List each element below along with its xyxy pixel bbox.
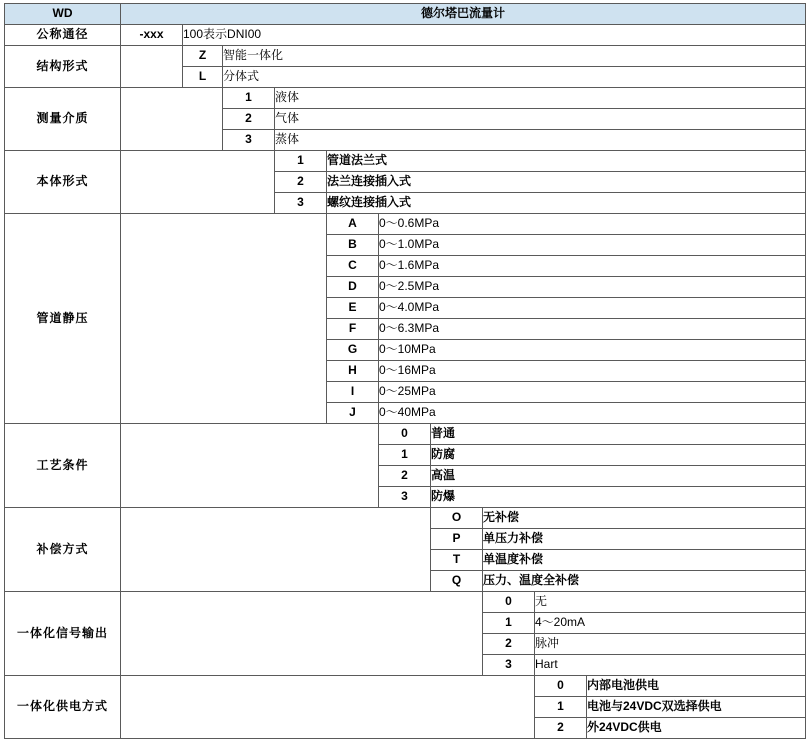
product-title-cell: 德尔塔巴流量计 (121, 4, 806, 25)
row-label-medium: 测量介质 (5, 88, 121, 151)
desc-static-pressure-2: 0～1.6MPa (379, 256, 806, 277)
code-process-condition-3: 3 (379, 487, 431, 508)
row-label-power-supply: 一体化供电方式 (5, 676, 121, 739)
code-power-supply-0: 0 (535, 676, 587, 697)
table-row (5, 676, 806, 697)
desc-medium-1: 气体 (275, 109, 806, 130)
code-body-form-2: 3 (275, 193, 327, 214)
table-header-row (5, 4, 806, 25)
desc-static-pressure-7: 0～16MPa (379, 361, 806, 382)
desc-power-supply-0: 内部电池供电 (587, 676, 806, 697)
code-structure-1: L (183, 67, 223, 88)
code-power-supply-1: 1 (535, 697, 587, 718)
table-row (5, 151, 806, 172)
desc-static-pressure-0: 0～0.6MPa (379, 214, 806, 235)
desc-compensation-0: 无补偿 (483, 508, 806, 529)
desc-nominal-diameter: 100表示DNI00 (183, 25, 806, 46)
desc-signal-output-1: 4～20mA (535, 613, 806, 634)
desc-static-pressure-4: 0～4.0MPa (379, 298, 806, 319)
desc-compensation-3: 压力、温度全补偿 (483, 571, 806, 592)
code-static-pressure-3: D (327, 277, 379, 298)
code-signal-output-1: 1 (483, 613, 535, 634)
code-signal-output-2: 2 (483, 634, 535, 655)
row-label-nominal-diameter: 公称通径 (5, 25, 121, 46)
table-row (5, 25, 806, 46)
code-medium-1: 2 (223, 109, 275, 130)
code-process-condition-1: 1 (379, 445, 431, 466)
desc-static-pressure-5: 0～6.3MPa (379, 319, 806, 340)
code-static-pressure-0: A (327, 214, 379, 235)
model-prefix-cell: WD (5, 4, 121, 25)
desc-body-form-2: 螺纹连接插入式 (327, 193, 806, 214)
table-row (5, 88, 806, 109)
desc-process-condition-2: 高温 (431, 466, 806, 487)
spacer-cell (121, 676, 535, 739)
spacer-cell (121, 592, 483, 676)
desc-body-form-1: 法兰连接插入式 (327, 172, 806, 193)
desc-static-pressure-9: 0～40MPa (379, 403, 806, 424)
desc-signal-output-0: 无 (535, 592, 806, 613)
desc-signal-output-3: Hart (535, 655, 806, 676)
row-label-compensation: 补偿方式 (5, 508, 121, 592)
desc-process-condition-0: 普通 (431, 424, 806, 445)
desc-compensation-1: 单压力补偿 (483, 529, 806, 550)
row-label-body-form: 本体形式 (5, 151, 121, 214)
row-label-structure: 结构形式 (5, 46, 121, 88)
desc-static-pressure-8: 0～25MPa (379, 382, 806, 403)
desc-static-pressure-1: 0～1.0MPa (379, 235, 806, 256)
row-label-process-condition: 工艺条件 (5, 424, 121, 508)
desc-body-form-0: 管道法兰式 (327, 151, 806, 172)
desc-structure-0: 智能一体化 (223, 46, 806, 67)
desc-process-condition-3: 防爆 (431, 487, 806, 508)
row-label-static-pressure: 管道静压 (5, 214, 121, 424)
spacer-cell (121, 424, 379, 508)
spacer-cell (121, 508, 431, 592)
code-compensation-1: P (431, 529, 483, 550)
code-compensation-2: T (431, 550, 483, 571)
spacer-cell (121, 214, 327, 424)
desc-medium-2: 蒸体 (275, 130, 806, 151)
code-medium-0: 1 (223, 88, 275, 109)
desc-process-condition-1: 防腐 (431, 445, 806, 466)
code-static-pressure-6: G (327, 340, 379, 361)
code-body-form-0: 1 (275, 151, 327, 172)
table-row (5, 508, 806, 529)
code-static-pressure-7: H (327, 361, 379, 382)
desc-medium-0: 液体 (275, 88, 806, 109)
code-compensation-3: Q (431, 571, 483, 592)
desc-compensation-2: 单温度补偿 (483, 550, 806, 571)
spacer-cell (121, 88, 223, 151)
code-static-pressure-8: I (327, 382, 379, 403)
code-compensation-0: O (431, 508, 483, 529)
code-signal-output-0: 0 (483, 592, 535, 613)
desc-static-pressure-6: 0～10MPa (379, 340, 806, 361)
code-static-pressure-9: J (327, 403, 379, 424)
desc-signal-output-2: 脉冲 (535, 634, 806, 655)
code-static-pressure-2: C (327, 256, 379, 277)
table-row (5, 46, 806, 67)
spacer-cell (121, 46, 183, 88)
code-static-pressure-5: F (327, 319, 379, 340)
code-power-supply-2: 2 (535, 718, 587, 739)
code-process-condition-2: 2 (379, 466, 431, 487)
code-static-pressure-1: B (327, 235, 379, 256)
code-medium-2: 3 (223, 130, 275, 151)
table-row (5, 424, 806, 445)
desc-static-pressure-3: 0～2.5MPa (379, 277, 806, 298)
spacer-cell (121, 151, 275, 214)
code-signal-output-3: 3 (483, 655, 535, 676)
code-body-form-1: 2 (275, 172, 327, 193)
table-row (5, 592, 806, 613)
code-structure-0: Z (183, 46, 223, 67)
desc-structure-1: 分体式 (223, 67, 806, 88)
code-static-pressure-4: E (327, 298, 379, 319)
model-selection-table (4, 3, 806, 739)
desc-power-supply-2: 外24VDC供电 (587, 718, 806, 739)
row-label-signal-output: 一体化信号输出 (5, 592, 121, 676)
table-row (5, 214, 806, 235)
code-process-condition-0: 0 (379, 424, 431, 445)
code-nominal-diameter: -xxx (121, 25, 183, 46)
desc-power-supply-1: 电池与24VDC双选择供电 (587, 697, 806, 718)
